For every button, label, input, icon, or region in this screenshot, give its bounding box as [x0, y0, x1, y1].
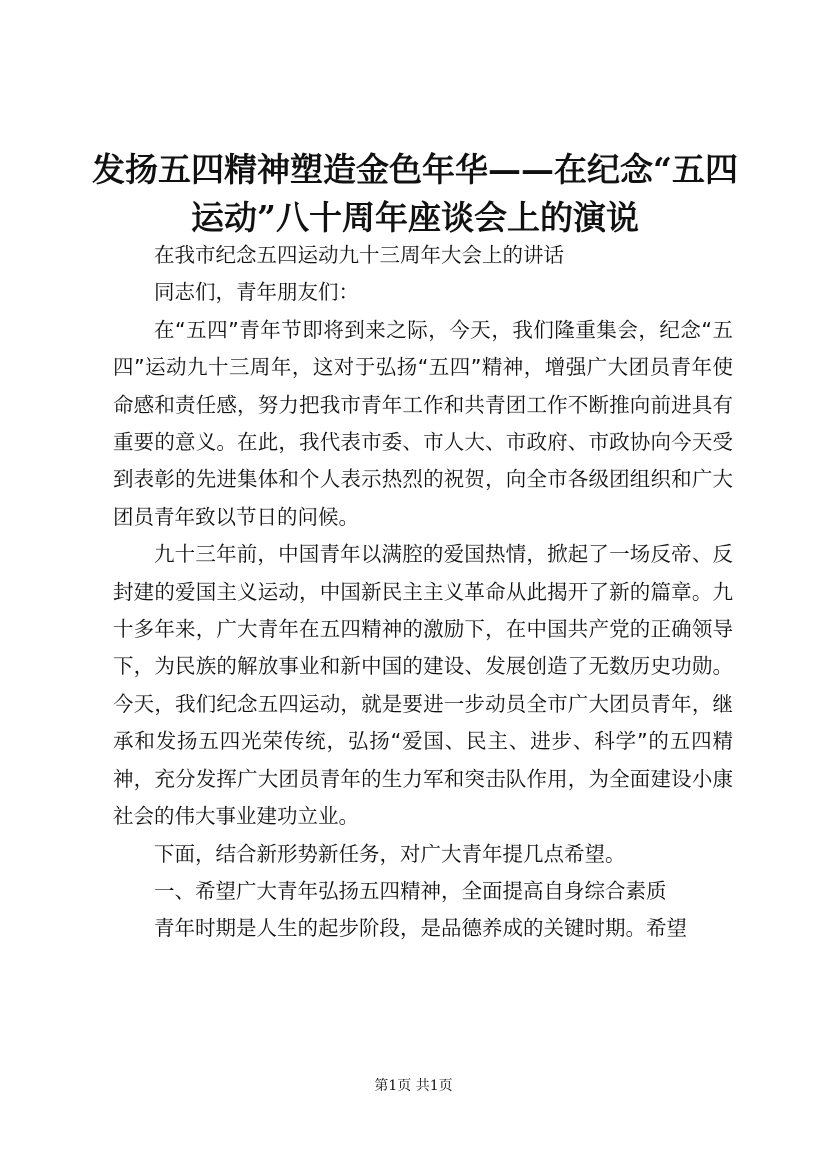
document-body: [113, 237, 733, 948]
document-title: 发扬五四精神塑造金色年华——在纪念“五四运动”八十周年座谈会上的演说: [92, 150, 738, 237]
salutation: 同志们，青年朋友们：: [154, 280, 359, 305]
paragraph: 九十三年前，中国青年以满腔的爱国热情，掀起了一场反帝、反封建的爱国主义运动，中国新民主主义革命从此揭开了新的篇章。九十多年来，广大青年在五四精神的激励下，在中国共产党的正确领导下，为民族的解放事业和新中国的建设、发展创造了无数历史功勋。今天，我们纪念五四运动，就是要进一步动员全市广大团员青年，继承和发扬五四光荣传统，弘扬“爱国、民主、进步、科学”的五四精神，充分发挥广大团员青年的生力军和突击队作用，为全面建设小康社会的伟大事业建功立业。: [113, 542, 733, 829]
page-footer: 第1页 共1页: [374, 1078, 453, 1094]
speech-heading: 在我市纪念五四运动九十三周年大会上的讲话: [154, 243, 564, 267]
paragraph: 下面，结合新形势新任务，对广大青年提几点希望。: [154, 841, 626, 866]
section-heading: 一、希望广大青年弘扬五四精神，全面提高自身综合素质: [154, 878, 667, 903]
paragraph: 青年时期是人生的起步阶段，是品德养成的关键时期。希望: [154, 916, 687, 941]
paragraph: 在“五四”青年节即将到来之际，今天，我们隆重集会，纪念“五四”运动九十三周年，这对于弘扬“五四”精神，增强广大团员青年使命感和责任感，努力把我市青年工作和共青团工作不断推向前进具有重要的意义。在此，我代表市委、市人大、市政府、市政协向今天受到表彰的先进集体和个人表示热烈的祝贺，向全市各级团组织和广大团员青年致以节日的问候。: [113, 317, 733, 529]
